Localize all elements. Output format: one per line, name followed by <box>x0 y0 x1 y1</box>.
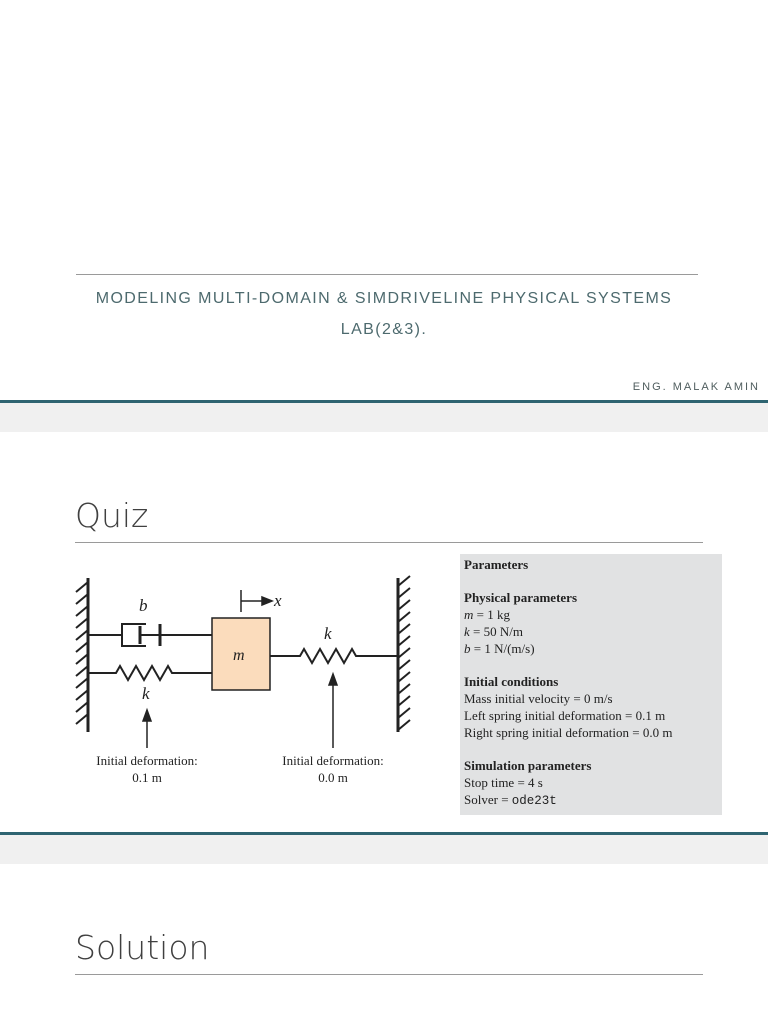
left-spring <box>88 666 212 680</box>
quiz-slide <box>0 432 768 832</box>
deck-title-line2: LAB(2&3). <box>340 321 428 338</box>
deck-title-line1: MODELING MULTI-DOMAIN & SIMDRIVELINE PHYSICAL SYSTEMS <box>95 290 673 307</box>
mass-spring-damper-diagram <box>0 562 440 832</box>
mass-label: m <box>233 647 245 664</box>
heading-divider <box>75 542 703 543</box>
right-caption-line1: Initial deformation: <box>282 753 384 768</box>
left-wall <box>76 578 88 732</box>
physical-param-mass: m = 1 kg <box>464 607 510 622</box>
left-caption-line2: 0.1 m <box>132 770 162 785</box>
title-slide <box>0 0 768 400</box>
left-spring-label: k <box>142 684 150 703</box>
simulation-stop-time: Stop time = 4 s <box>464 775 543 790</box>
right-deformation-arrow <box>329 674 337 748</box>
damper <box>88 624 212 646</box>
initial-condition-left-spring: Left spring initial deformation = 0.1 m <box>464 708 666 723</box>
displacement-label: x <box>274 591 282 610</box>
right-spring <box>270 649 398 663</box>
physical-param-damping: b = 1 N/(m/s) <box>464 641 535 656</box>
deck-title <box>40 283 728 345</box>
slide-gap <box>0 403 768 432</box>
right-spring-label: k <box>324 624 332 643</box>
initial-conditions-heading: Initial conditions <box>464 674 559 689</box>
physical-parameters-heading: Physical parameters <box>464 590 578 605</box>
author-name: ENG. MALAK AMIN <box>632 381 760 393</box>
solution-slide <box>0 864 768 1024</box>
damper-label: b <box>139 596 148 615</box>
parameters-panel <box>460 554 722 815</box>
simulation-solver: Solver = ode23t <box>464 792 557 808</box>
right-wall <box>398 576 410 732</box>
title-divider <box>76 274 698 275</box>
heading-divider <box>75 974 703 975</box>
parameters-title: Parameters <box>464 557 529 572</box>
slide-heading: Solution <box>75 928 210 967</box>
left-caption-line1: Initial deformation: <box>96 753 198 768</box>
physical-param-stiffness: k = 50 N/m <box>464 624 523 639</box>
simulation-parameters-heading: Simulation parameters <box>464 758 592 773</box>
initial-condition-right-spring: Right spring initial deformation = 0.0 m <box>464 725 673 740</box>
left-deformation-arrow <box>143 710 151 748</box>
initial-condition-velocity: Mass initial velocity = 0 m/s <box>464 691 613 706</box>
slide-heading: Quiz <box>75 496 149 535</box>
right-caption-line2: 0.0 m <box>318 770 348 785</box>
displacement-arrow <box>241 590 272 612</box>
slide-gap <box>0 835 768 864</box>
